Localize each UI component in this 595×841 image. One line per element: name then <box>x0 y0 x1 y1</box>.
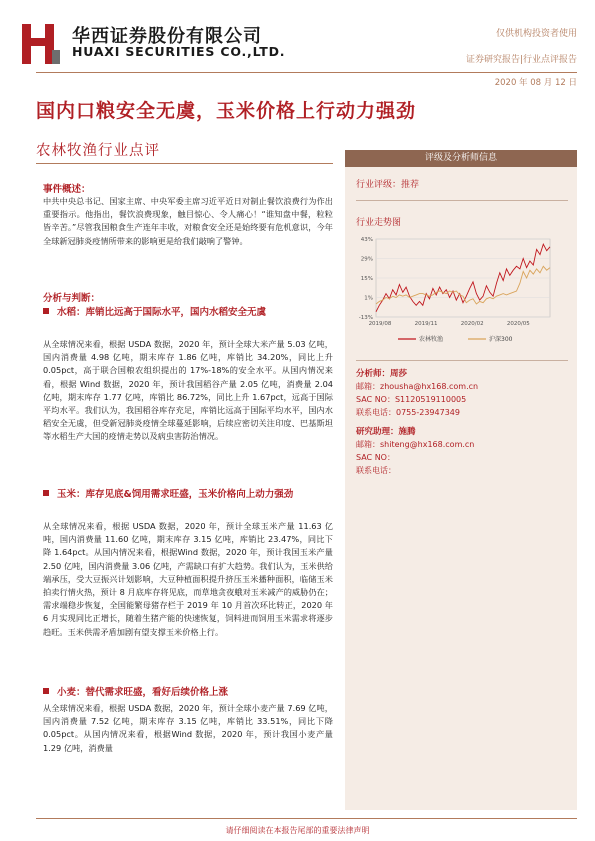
y-tick-label: -13% <box>358 315 373 321</box>
event-paragraph: 中共中央总书记、国家主席、中央军委主席习近平近日对制止餐饮浪费行为作出重要指示。他指出，餐饮浪费现象，触目惊心、令人痛心！“谁知盘中餐，粒粒皆辛苦。”尽管我国粮食生产连年丰收，对粮食安全还是始终要有危机意识，今年全球新冠肺炎疫情所带来的影响更是给我们敲响了警钟。 <box>43 196 333 246</box>
x-tick-label: 2019/08 <box>368 321 392 327</box>
assistant-email[interactable]: 邮箱：shiteng@hx168.com.cn <box>356 440 475 449</box>
wheat-heading-text: 小麦：替代需求旺盛，看好后续价格上涨 <box>57 687 229 698</box>
assistant-sac: SAC NO： <box>356 453 395 462</box>
series-line-2 <box>376 266 550 304</box>
bullet-square-icon <box>43 490 49 496</box>
company-name-cn: 华西证券股份有限公司 <box>72 26 262 47</box>
legend-label: 沪深300 <box>489 336 513 343</box>
report-date: 2020 年 08 月 12 日 <box>494 78 577 88</box>
footer-disclaimer: 请仔细阅读在本报告尾部的重要法律声明 <box>225 826 370 835</box>
x-tick-label: 2020/05 <box>506 321 530 327</box>
y-tick-label: 43% <box>360 237 373 243</box>
sidebar-divider <box>356 200 568 201</box>
event-section-title: 事件概述： <box>43 184 91 195</box>
wheat-paragraph: 从全球情况来看，根据 USDA 数据，2020 年，预计全球小麦产量 7.69 亿吨，国内消费量 7.52 亿吨，期末库存 3.15 亿吨，库销比 33.51%，同比下降 0.05pct。从国内情况来看，根据Wind 数据，2020 年，预计我国小麦产量 1.29 亿吨，消费量 <box>43 703 333 753</box>
corn-heading-text: 玉米：库存见底&饲用需求旺盛，玉米价格向上动力强劲 <box>57 489 294 500</box>
y-tick-label: 1% <box>364 295 373 302</box>
analysis-section-title: 分析与判断： <box>43 293 101 304</box>
bullet-square-icon <box>43 688 49 694</box>
rice-heading-text: 水稻：库销比远高于国际水平，国内水稻安全无虞 <box>57 307 267 318</box>
subtitle-divider <box>36 163 333 164</box>
y-tick-label: 15% <box>360 276 373 282</box>
industry-rating: 行业评级：推荐 <box>356 180 420 190</box>
analyst-phone: 联系电话：0755-23947349 <box>356 408 460 417</box>
bullet-square-icon <box>43 308 49 314</box>
header-divider <box>36 72 577 73</box>
footer-divider <box>36 818 577 819</box>
company-name-en: HUAXI SECURITIES CO.,LTD. <box>72 44 286 59</box>
industry-trend-chart <box>350 233 572 353</box>
x-tick-label: 2019/11 <box>414 321 438 327</box>
wheat-heading <box>43 684 333 701</box>
report-type: 证券研究报告|行业点评报告 <box>465 55 577 65</box>
corn-paragraph: 从全球情况来看，根据 USDA 数据，2020 年，预计全球玉米产量 11.63 亿吨，国内消费量 11.60 亿吨，期末库存 3.15 亿吨，库销比 23.47%，同比下降 1.64pct。从国内情况来看，根据Wind 数据，2020 年，预计我国玉米产量 2.50 亿吨，国内消费量 3.06 亿吨，产需缺口有扩大趋势。我们认为，玉米供给端承压，受大豆振兴计划影响，大豆种植面积提升挤压玉米播种面积，临储玉米拍卖行情火热，预计 8 月底库存将见底，而草地贪夜蛾对玉米减产的威胁仍在；需求端稳步恢复，全国能繁母猪存栏于 2019 年 10 月首次环比转正，2020 年 6 月实现同比正增长，随着生猪产能的快速恢复，饲料进而饲用玉米需求将逐步趋旺。玉米供需矛盾加剧有望支撑玉米价格上行。 <box>43 521 333 637</box>
corn-heading <box>43 486 333 503</box>
trend-chart-title: 行业走势图 <box>356 218 402 228</box>
assistant-name: 研究助理：施腾 <box>356 427 416 437</box>
report-title: 国内口粮安全无虞，玉米价格上行动力强劲 <box>36 100 417 122</box>
company-logo <box>22 24 60 64</box>
analyst-name: 分析师：周莎 <box>356 369 408 379</box>
sidebar-divider <box>356 360 568 361</box>
chart-grid <box>376 239 550 317</box>
rice-heading <box>43 304 333 321</box>
chart-x-ticks <box>369 321 531 327</box>
chart-legend <box>398 335 513 343</box>
rice-paragraph: 从全球情况来看，根据 USDA 数据，2020 年，预计全球大米产量 5.03 亿吨，国内消费量 4.98 亿吨，期末库存 1.86 亿吨，库销比 34.20%，同比上升 0.05pct，高于联合国粮农组织提出的 17%-18%的安全水平。从国内情况来看，根据 Wind 数据，2020 年，预计我国稻谷产量 2.05 亿吨，消费量 2.04 亿吨，期末库存 1.77 亿吨，库销比 86.72%，同比上升 1.67pct，远高于国际平均水平。我们认为，我国稻谷库存充足，库销比远高于国际平均水平，国内水稻安全无虞，但受新冠肺炎疫情全球蔓延影响，后续应密切关注印度、巴基斯坦等水稻生产大国的疫情走势以及病虫害防治情况。 <box>43 339 333 442</box>
legend-label: 农林牧渔 <box>419 336 444 343</box>
assistant-phone: 联系电话： <box>356 466 396 475</box>
audience-note: 仅供机构投资者使用 <box>495 29 577 39</box>
analyst-email[interactable]: 邮箱：zhousha@hx168.com.cn <box>356 382 479 391</box>
x-tick-label: 2020/02 <box>460 321 484 327</box>
y-tick-label: 29% <box>360 256 373 263</box>
report-subtitle: 农林牧渔行业点评 <box>36 143 160 159</box>
analyst-sac: SAC NO：S1120519110005 <box>356 395 467 404</box>
sidebar-header: 评级及分析师信息 <box>345 150 577 167</box>
chart-y-ticks <box>359 237 373 321</box>
